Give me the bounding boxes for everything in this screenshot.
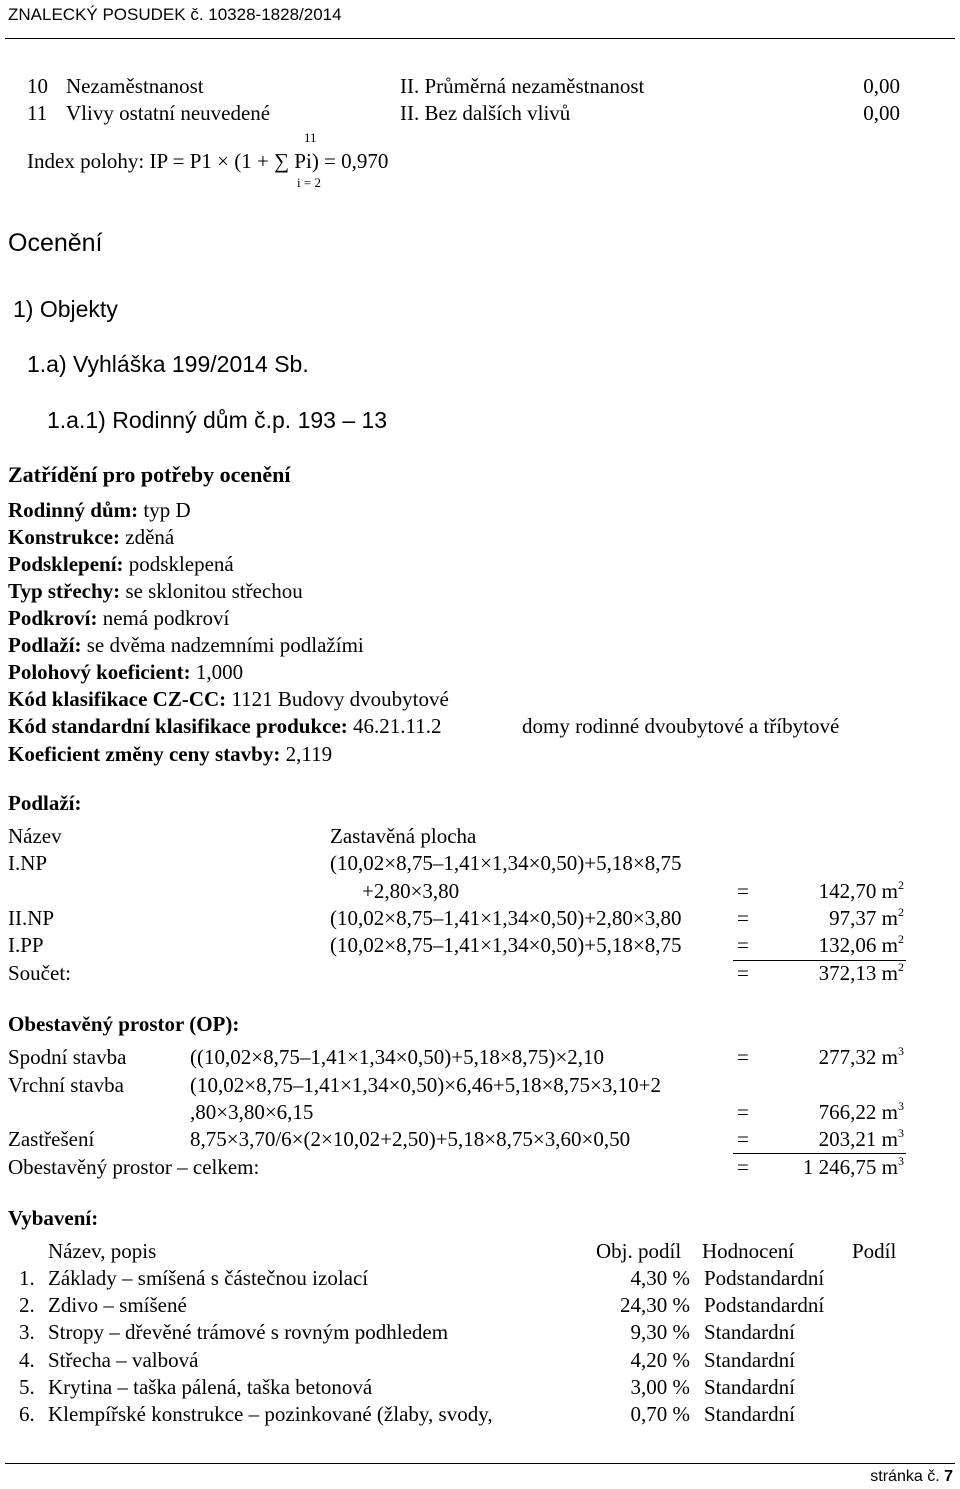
classification-value: 1121 Budovy dvoubytové: [231, 687, 449, 711]
equipment-num: 6.: [19, 1402, 35, 1426]
classification-row: [8, 581, 303, 602]
equipment-share: 4,20 %: [630, 1348, 690, 1372]
factor-num: 10: [27, 74, 48, 98]
volume-value: 766,22 $m^3$: [818, 1099, 904, 1124]
equipment-share: 0,70 %: [630, 1402, 690, 1426]
volume-formula: (10,02×8,75–1,41×1,34×0,50)×6,46+5,18×8,75×3,10+2: [190, 1073, 661, 1097]
equipment-name: Krytina – taška pálená, taška betonová: [48, 1375, 373, 1399]
factor-value: 0,00: [863, 101, 900, 125]
floor-name: I.NP: [8, 851, 48, 875]
equipment-share: 9,30 %: [630, 1320, 690, 1344]
classification-title: Zatřídění pro potřeby ocenění: [8, 462, 291, 487]
floors-sum-label: Součet:: [8, 961, 71, 985]
classification-label: Kód klasifikace CZ-CC:: [8, 687, 227, 711]
volume-eq: =: [737, 1045, 749, 1069]
volume-formula-cont: ,80×3,80×6,15: [190, 1100, 314, 1124]
floors-col-area: Zastavěná plocha: [330, 824, 477, 848]
classification-row: [8, 608, 229, 629]
document-header-title: ZNALECKÝ POSUDEK č. 10328-1828/2014: [8, 5, 342, 24]
factor-value: 0,00: [863, 74, 900, 98]
equipment-col-name: Název, popis: [48, 1239, 157, 1263]
floor-value: 97,37 $m^2$: [829, 905, 904, 930]
classification-label: Podlaží:: [8, 633, 82, 657]
equipment-name: Základy – smíšená s částečnou izolací: [48, 1266, 369, 1290]
equipment-rating: Standardní: [704, 1402, 795, 1426]
page-number: stránka č. 7: [870, 1468, 953, 1485]
factor-num: 11: [27, 101, 48, 125]
classification-row: [8, 635, 364, 656]
classification-row: [8, 716, 442, 737]
equipment-num: 5.: [19, 1375, 35, 1399]
volume-name: Vrchní stavba: [8, 1073, 124, 1097]
volume-formula: 8,75×3,70/6×(2×10,02+2,50)+5,18×8,75×3,60×0,50: [190, 1127, 631, 1151]
classification-label: Konstrukce:: [8, 525, 120, 549]
classification-row: [8, 500, 191, 521]
volume-name: Spodní stavba: [8, 1045, 127, 1069]
volume-value: 203,21 $m^3$: [818, 1126, 904, 1151]
classification-value: 1,000: [195, 660, 244, 684]
volume-eq: =: [737, 1127, 749, 1151]
volume-total-eq: =: [737, 1155, 749, 1179]
floor-value: 142,70 $m^2$: [818, 878, 904, 903]
equipment-name: Stropy – dřevěné trámové s rovným podhledem: [48, 1320, 449, 1344]
classification-label: Kód standardní klasifikace produkce:: [8, 714, 348, 738]
floor-eq: =: [737, 933, 749, 957]
classification-row: [8, 744, 332, 765]
volume-eq: =: [737, 1100, 749, 1124]
floor-formula: (10,02×8,75–1,41×1,34×0,50)+5,18×8,75: [330, 933, 682, 957]
classification-value: podsklepená: [128, 552, 234, 576]
classification-value: se sklonitou střechou: [125, 579, 303, 603]
classification-label: Typ střechy:: [8, 579, 121, 603]
classification-value: se dvěma nadzemními podlažími: [86, 633, 364, 657]
equipment-col-share: Obj. podíl: [596, 1239, 682, 1263]
classification-label: Podsklepení:: [8, 552, 124, 576]
equipment-share: 4,30 %: [630, 1266, 690, 1290]
factor-variant: II. Průměrná nezaměstnanost: [400, 74, 645, 98]
header-divider: [5, 38, 955, 39]
equipment-rating: Standardní: [704, 1348, 795, 1372]
equipment-num: 4.: [19, 1348, 35, 1372]
objects-heading: 1) Objekty: [13, 296, 118, 322]
factor-variant: II. Bez dalších vlivů: [400, 101, 571, 125]
equipment-name: Střecha – valbová: [48, 1348, 199, 1372]
floor-value: 132,06 $m^2$: [818, 932, 904, 957]
volume-total-label: Obestavěný prostor – celkem:: [8, 1155, 260, 1179]
classification-row: [8, 527, 174, 548]
classification-value: nemá podkroví: [102, 606, 230, 630]
classification-label: Podkroví:: [8, 606, 98, 630]
volume-value: 277,32 $m^3$: [818, 1044, 904, 1069]
classification-value: typ D: [143, 498, 191, 522]
floor-formula-cont: +2,80×3,80: [362, 879, 460, 903]
volume-formula: ((10,02×8,75–1,41×1,34×0,50)+5,18×8,75)×2,10: [190, 1045, 605, 1069]
floor-formula: (10,02×8,75–1,41×1,34×0,50)+5,18×8,75: [330, 851, 682, 875]
floor-eq: =: [737, 906, 749, 930]
classification-value: 2,119: [285, 742, 333, 766]
floors-sum-eq: =: [737, 961, 749, 985]
classification-row: [8, 689, 449, 710]
equipment-title: Vybavení:: [8, 1206, 99, 1230]
floor-formula: (10,02×8,75–1,41×1,34×0,50)+2,80×3,80: [330, 906, 682, 930]
floor-name: I.PP: [8, 933, 44, 957]
equipment-col-part: Podíl: [852, 1239, 897, 1263]
section-title: Ocenění: [8, 229, 103, 257]
equipment-share: 24,30 %: [620, 1293, 690, 1317]
classification-row: [8, 554, 234, 575]
classification-label: Polohový koeficient:: [8, 660, 191, 684]
classification-label: Koeficient změny ceny stavby:: [8, 742, 281, 766]
equipment-num: 1.: [19, 1266, 35, 1290]
equipment-num: 3.: [19, 1320, 35, 1344]
total-divider: [733, 1153, 906, 1154]
index-formula: Index polohy: IP = P1 × (1 + ∑ Pi) = 0,970: [27, 149, 389, 173]
equipment-num: 2.: [19, 1293, 35, 1317]
cz-cpa-description: domy rodinné dvoubytové a tříbytové: [522, 714, 840, 738]
equipment-name: Zdivo – smíšené: [48, 1293, 187, 1317]
floor-eq: =: [737, 879, 749, 903]
floor-name: II.NP: [8, 906, 55, 930]
equipment-col-rating: Hodnocení: [702, 1239, 795, 1263]
floors-title: Podlaží:: [8, 791, 82, 815]
floors-col-name: Název: [8, 824, 62, 848]
index-sum-lower: i = 2: [297, 175, 321, 190]
equipment-rating: Podstandardní: [704, 1266, 825, 1290]
volume-total-value: 1 246,75 $m^3$: [802, 1154, 904, 1179]
classification-value: 46.21.11.2: [353, 714, 442, 738]
classification-row: [8, 662, 243, 683]
classification-label: Rodinný dům:: [8, 498, 139, 522]
volume-title: Obestavěný prostor (OP):: [8, 1012, 240, 1036]
footer-divider: [5, 1463, 955, 1464]
equipment-share: 3,00 %: [630, 1375, 690, 1399]
decree-heading: 1.a) Vyhláška 199/2014 Sb.: [27, 351, 309, 377]
classification-value: zděná: [125, 525, 175, 549]
floors-sum-value: 372,13 $m^2$: [818, 960, 904, 985]
equipment-rating: Podstandardní: [704, 1293, 825, 1317]
equipment-rating: Standardní: [704, 1375, 795, 1399]
volume-name: Zastřešení: [8, 1127, 95, 1151]
building-heading: 1.a.1) Rodinný dům č.p. 193 – 13: [47, 407, 388, 433]
factor-name: Nezaměstnanost: [66, 74, 204, 98]
index-sum-upper: 11: [304, 130, 317, 145]
equipment-name: Klempířské konstrukce – pozinkované (žlaby, svody,: [48, 1402, 493, 1426]
equipment-rating: Standardní: [704, 1320, 795, 1344]
factor-name: Vlivy ostatní neuvedené: [66, 101, 271, 125]
